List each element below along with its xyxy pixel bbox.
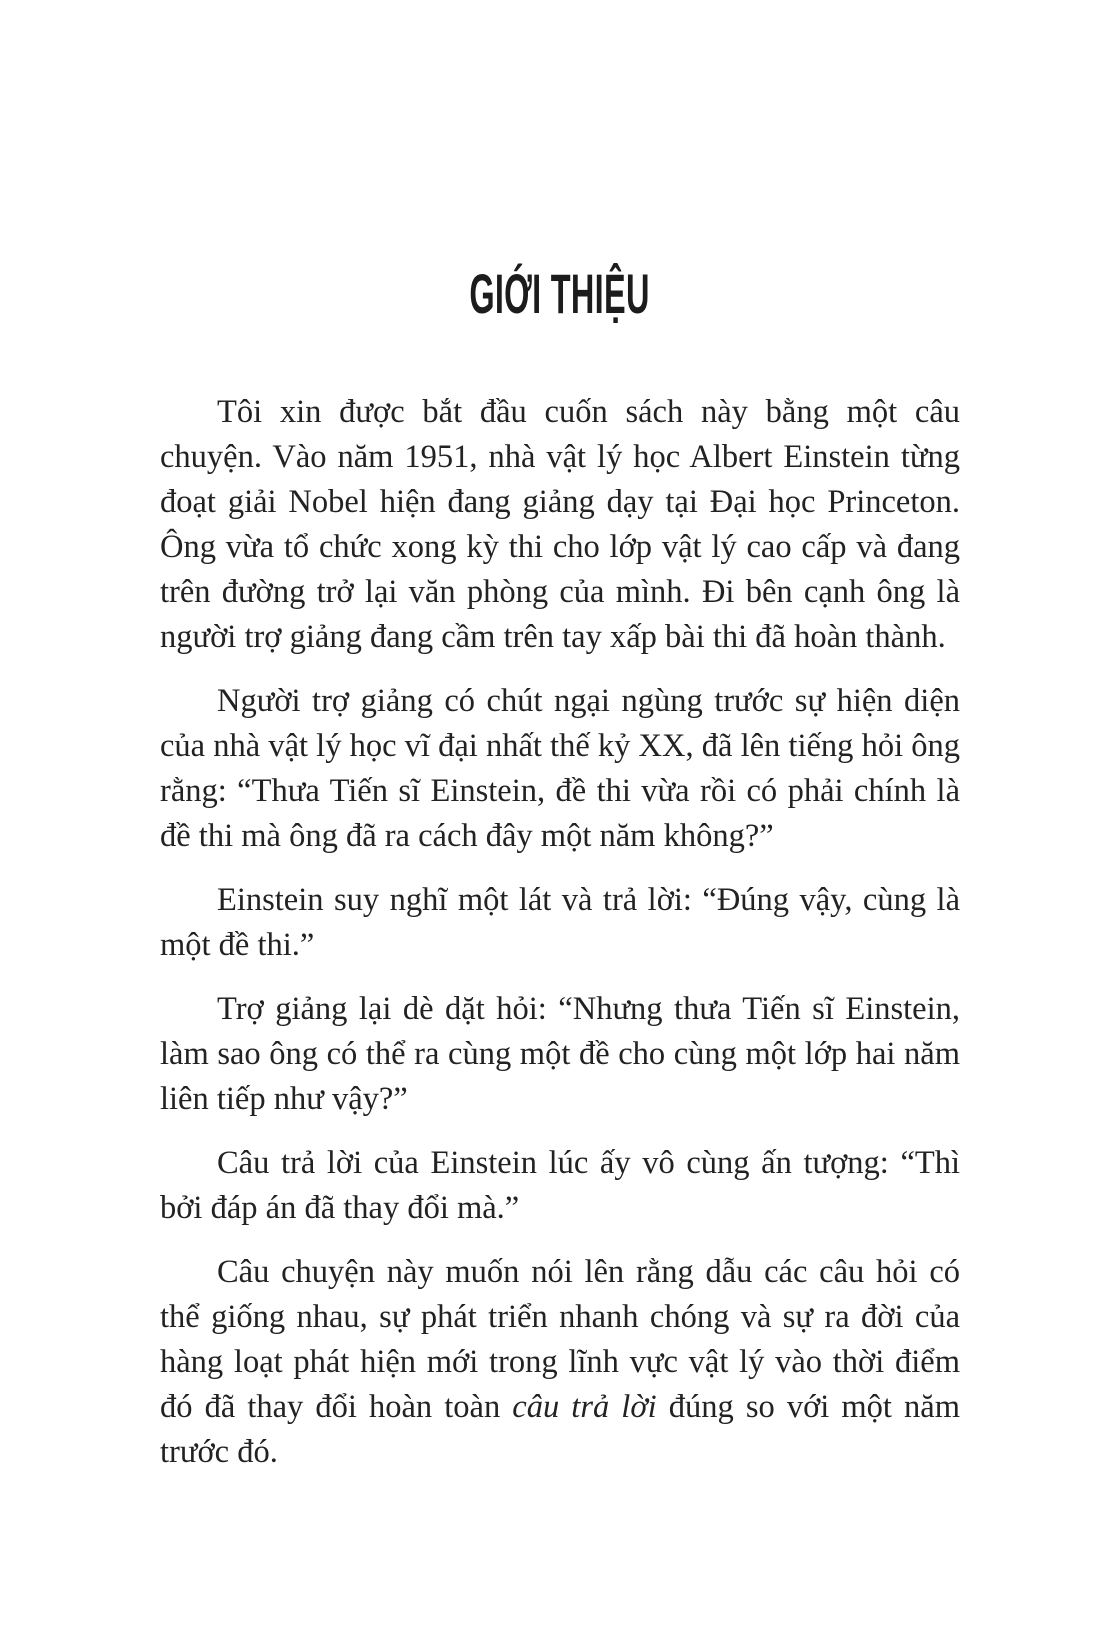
paragraph-intro-story: Tôi xin được bắt đầu cuốn sách này bằng một câu chuyện. Vào năm 1951, nhà vật lý học Albert Einstein từng đoạt giải Nobel hiện đang giảng dạy tại Đại học Princeton. Ông vừa tổ chức xong kỳ thi cho lớp vật lý cao cấp và đang trên đường trở lại văn phòng của mình. Đi bên cạnh ông là người trợ giảng đang cầm trên tay xấp bài thi đã hoàn thành. [160, 394, 960, 655]
paragraph-conclusion [160, 1250, 960, 1475]
page-title [0, 262, 1119, 325]
paragraph-conclusion-italic: câu trả lời [512, 1389, 657, 1425]
page-content [160, 390, 960, 1475]
paragraph-conclusion-pre: Câu chuyện này muốn nói lên rằng dẫu các câu hỏi có thể giống nhau, sự phát triển nhanh chóng và sự ra đời của hàng loạt phát hiện mới trong lĩnh vực vật lý vào thời điểm đó đã thay đổi hoàn toàn [160, 1254, 960, 1425]
paragraph-assistant-followup: Trợ giảng lại dè dặt hỏi: “Nhưng thưa Tiến sĩ Einstein, làm sao ông có thể ra cùng một đề cho cùng một lớp hai năm liên tiếp như vậy?” [160, 991, 960, 1117]
paragraph-conclusion-post: đúng so với một năm trước đó. [160, 1389, 960, 1470]
paragraph-assistant-question: Người trợ giảng có chút ngại ngùng trước sự hiện diện của nhà vật lý học vĩ đại nhất thế kỷ XX, đã lên tiếng hỏi ông rằng: “Thưa Tiến sĩ Einstein, đề thi vừa rồi có phải chính là đề thi mà ông đã ra cách đây một năm không?” [160, 683, 960, 854]
paragraph-einstein-reply: Câu trả lời của Einstein lúc ấy vô cùng ấn tượng: “Thì bởi đáp án đã thay đổi mà.” [160, 1145, 960, 1226]
paragraph-einstein-answer: Einstein suy nghĩ một lát và trả lời: “Đúng vậy, cùng là một đề thi.” [160, 882, 960, 963]
page-title-text: GIỚI THIỆU [469, 262, 650, 325]
